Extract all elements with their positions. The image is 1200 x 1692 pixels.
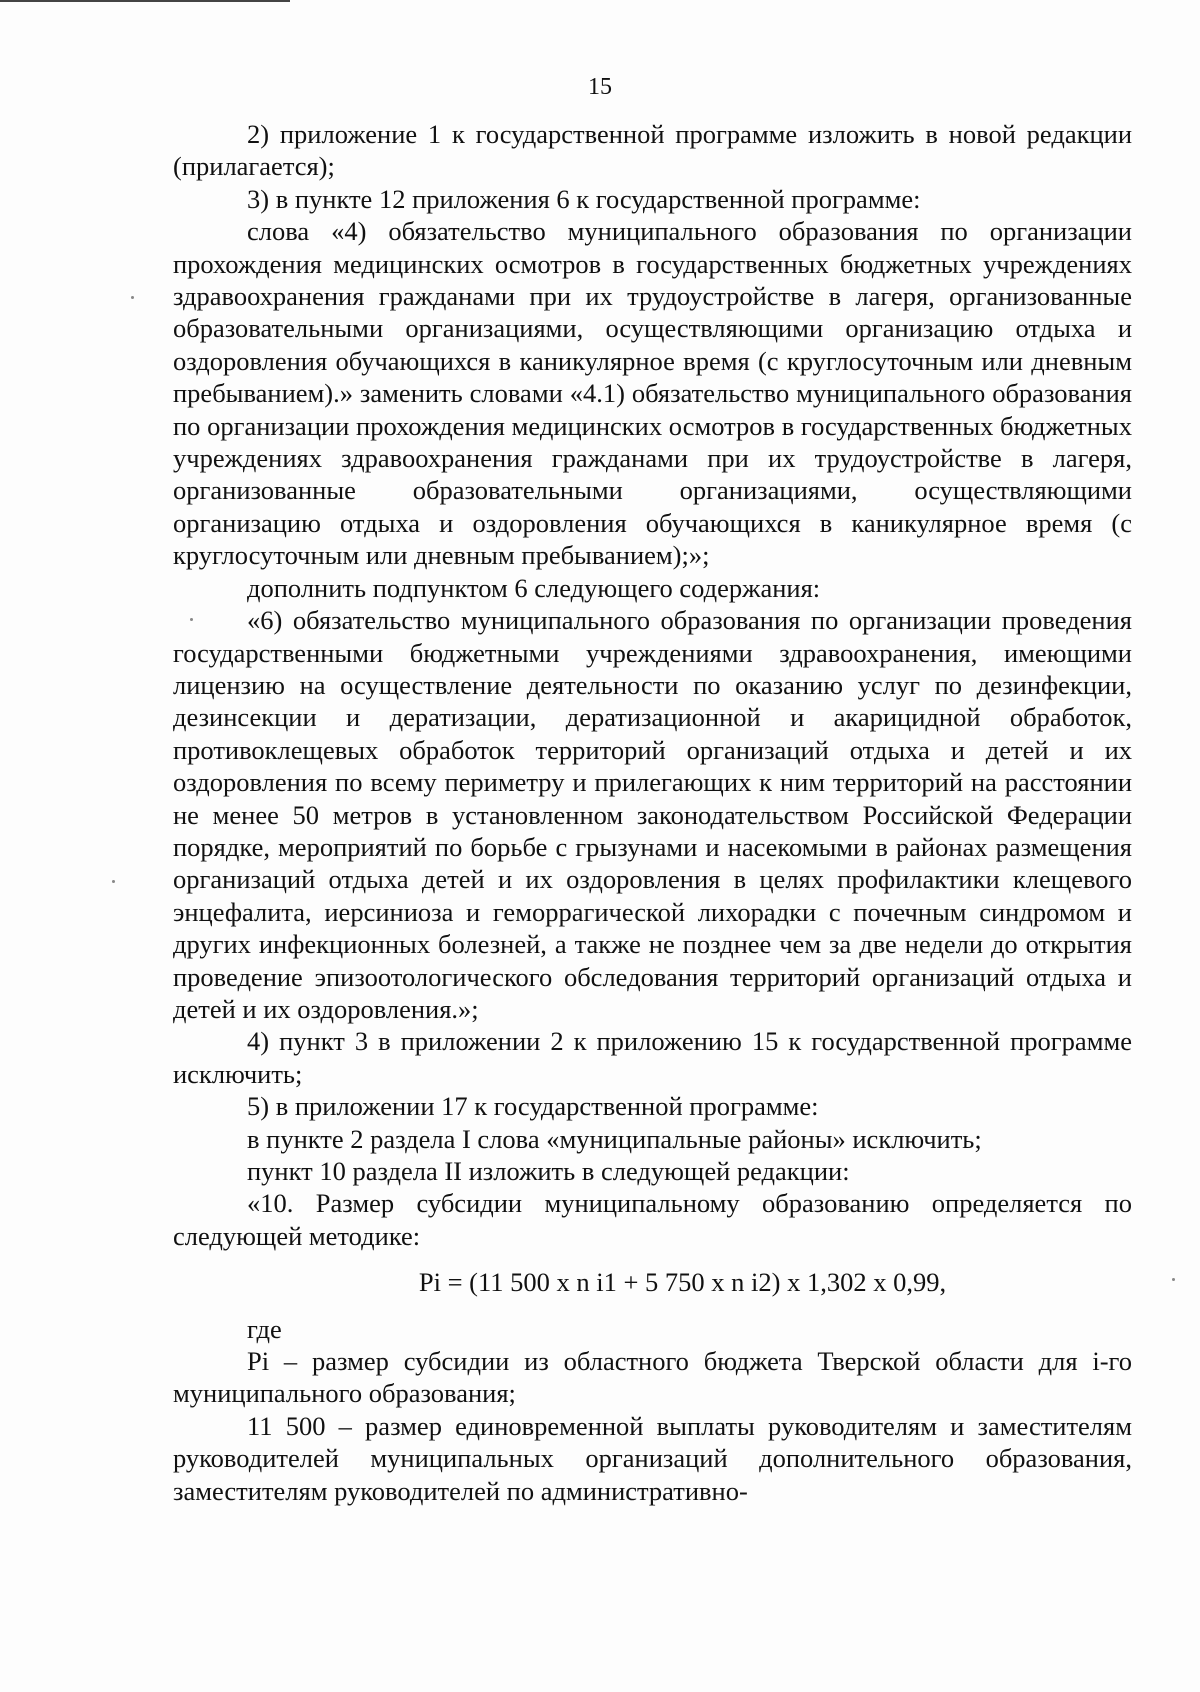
paragraph-where: где: [247, 1313, 282, 1344]
scan-edge-line: [0, 0, 290, 2]
document-body: [173, 118, 1132, 1507]
paragraph-point-10: «10. Размер субсидии муниципальному образованию определяется по следующей методике:: [173, 1188, 1132, 1251]
paragraph-item-4: 4) пункт 3 в приложении 2 к приложению 15 к государственной программе исключить;: [173, 1026, 1132, 1089]
paragraph-pi-definition: Pi – размер субсидии из областного бюджета Тверской области для i-го муниципального образования;: [173, 1346, 1132, 1409]
paragraph-item-3: 3) в пункте 12 приложения 6 к государственной программе:: [247, 183, 921, 214]
paragraph-item-5: 5) в приложении 17 к государственной программе:: [247, 1091, 819, 1122]
paragraph-subitem-6: «6) обязательство муниципального образования по организации проведения государственными бюджетными учреждениями здравоохранения, имеющими лицензию на осуществление деятельности по оказанию услуг по дезинфекции, дезинсекции и дератизации, дератизационной и акарицидной обработок, противоклещевых обработок территорий организаций отдыха и детей и их оздоровления по всему периметру и прилегающих к ним территорий на расстоянии не менее 50 метров в установленном законодательством Российской Федерации порядке, мероприятий по борьбе с грызунами и насекомыми в районах размещения организаций отдыха детей и их оздоровления в целях профилактики клещевого энцефалита, иерсиниоза и геморрагической лихорадки с почечным синдромом и других инфекционных болезней, а также не позднее чем за две недели до открытия проведение эпизоотологического обследования территорий организаций отдыха и детей и их оздоровления.»;: [173, 605, 1132, 1024]
paragraph-section-1: в пункте 2 раздела I слова «муниципальные районы» исключить;: [247, 1123, 982, 1154]
paragraph-11500-definition: 11 500 – размер единовременной выплаты руководителям и заместителям руководителей муниципальных организаций дополнительного образования, заместителям руководителей по административно-: [173, 1410, 1132, 1506]
paragraph-section-2: пункт 10 раздела II изложить в следующей редакции:: [247, 1156, 850, 1186]
subsidy-formula: Pi = (11 500 x n i1 + 5 750 x n i2) x 1,302 x 0,99,: [418, 1267, 947, 1298]
paragraph-words-replacement: слова «4) обязательство муниципального образования по организации прохождения медицинских осмотров в государственных бюджетных учреждениях здравоохранения гражданами при их трудоустройстве в лагеря, организованные образовательными организациями, осуществляющими организацию отдыха и оздоровления обучающихся в каникулярное время (с круглосуточным или дневным пребыванием).» заменить словами «4.1) обязательство муниципального образования по организации прохождения медицинских осмотров в государственных бюджетных учреждениях здравоохранения гражданами при их трудоустройстве в лагеря, организованные образовательными организациями, осуществляющими организацию отдыха и оздоровления обучающихся в каникулярное время (с круглосуточным или дневным пребыванием);»;: [173, 216, 1132, 571]
page-number: 15: [588, 74, 612, 100]
scan-speck: [190, 618, 193, 621]
scan-speck: [112, 880, 115, 883]
paragraph-item-2: 2) приложение 1 к государственной программе изложить в новой редакции (прилагается);: [173, 119, 1132, 182]
paragraph-add-subitem: дополнить подпунктом 6 следующего содержания:: [247, 572, 821, 603]
scan-speck: [131, 296, 134, 299]
scan-speck: [1172, 1278, 1175, 1281]
